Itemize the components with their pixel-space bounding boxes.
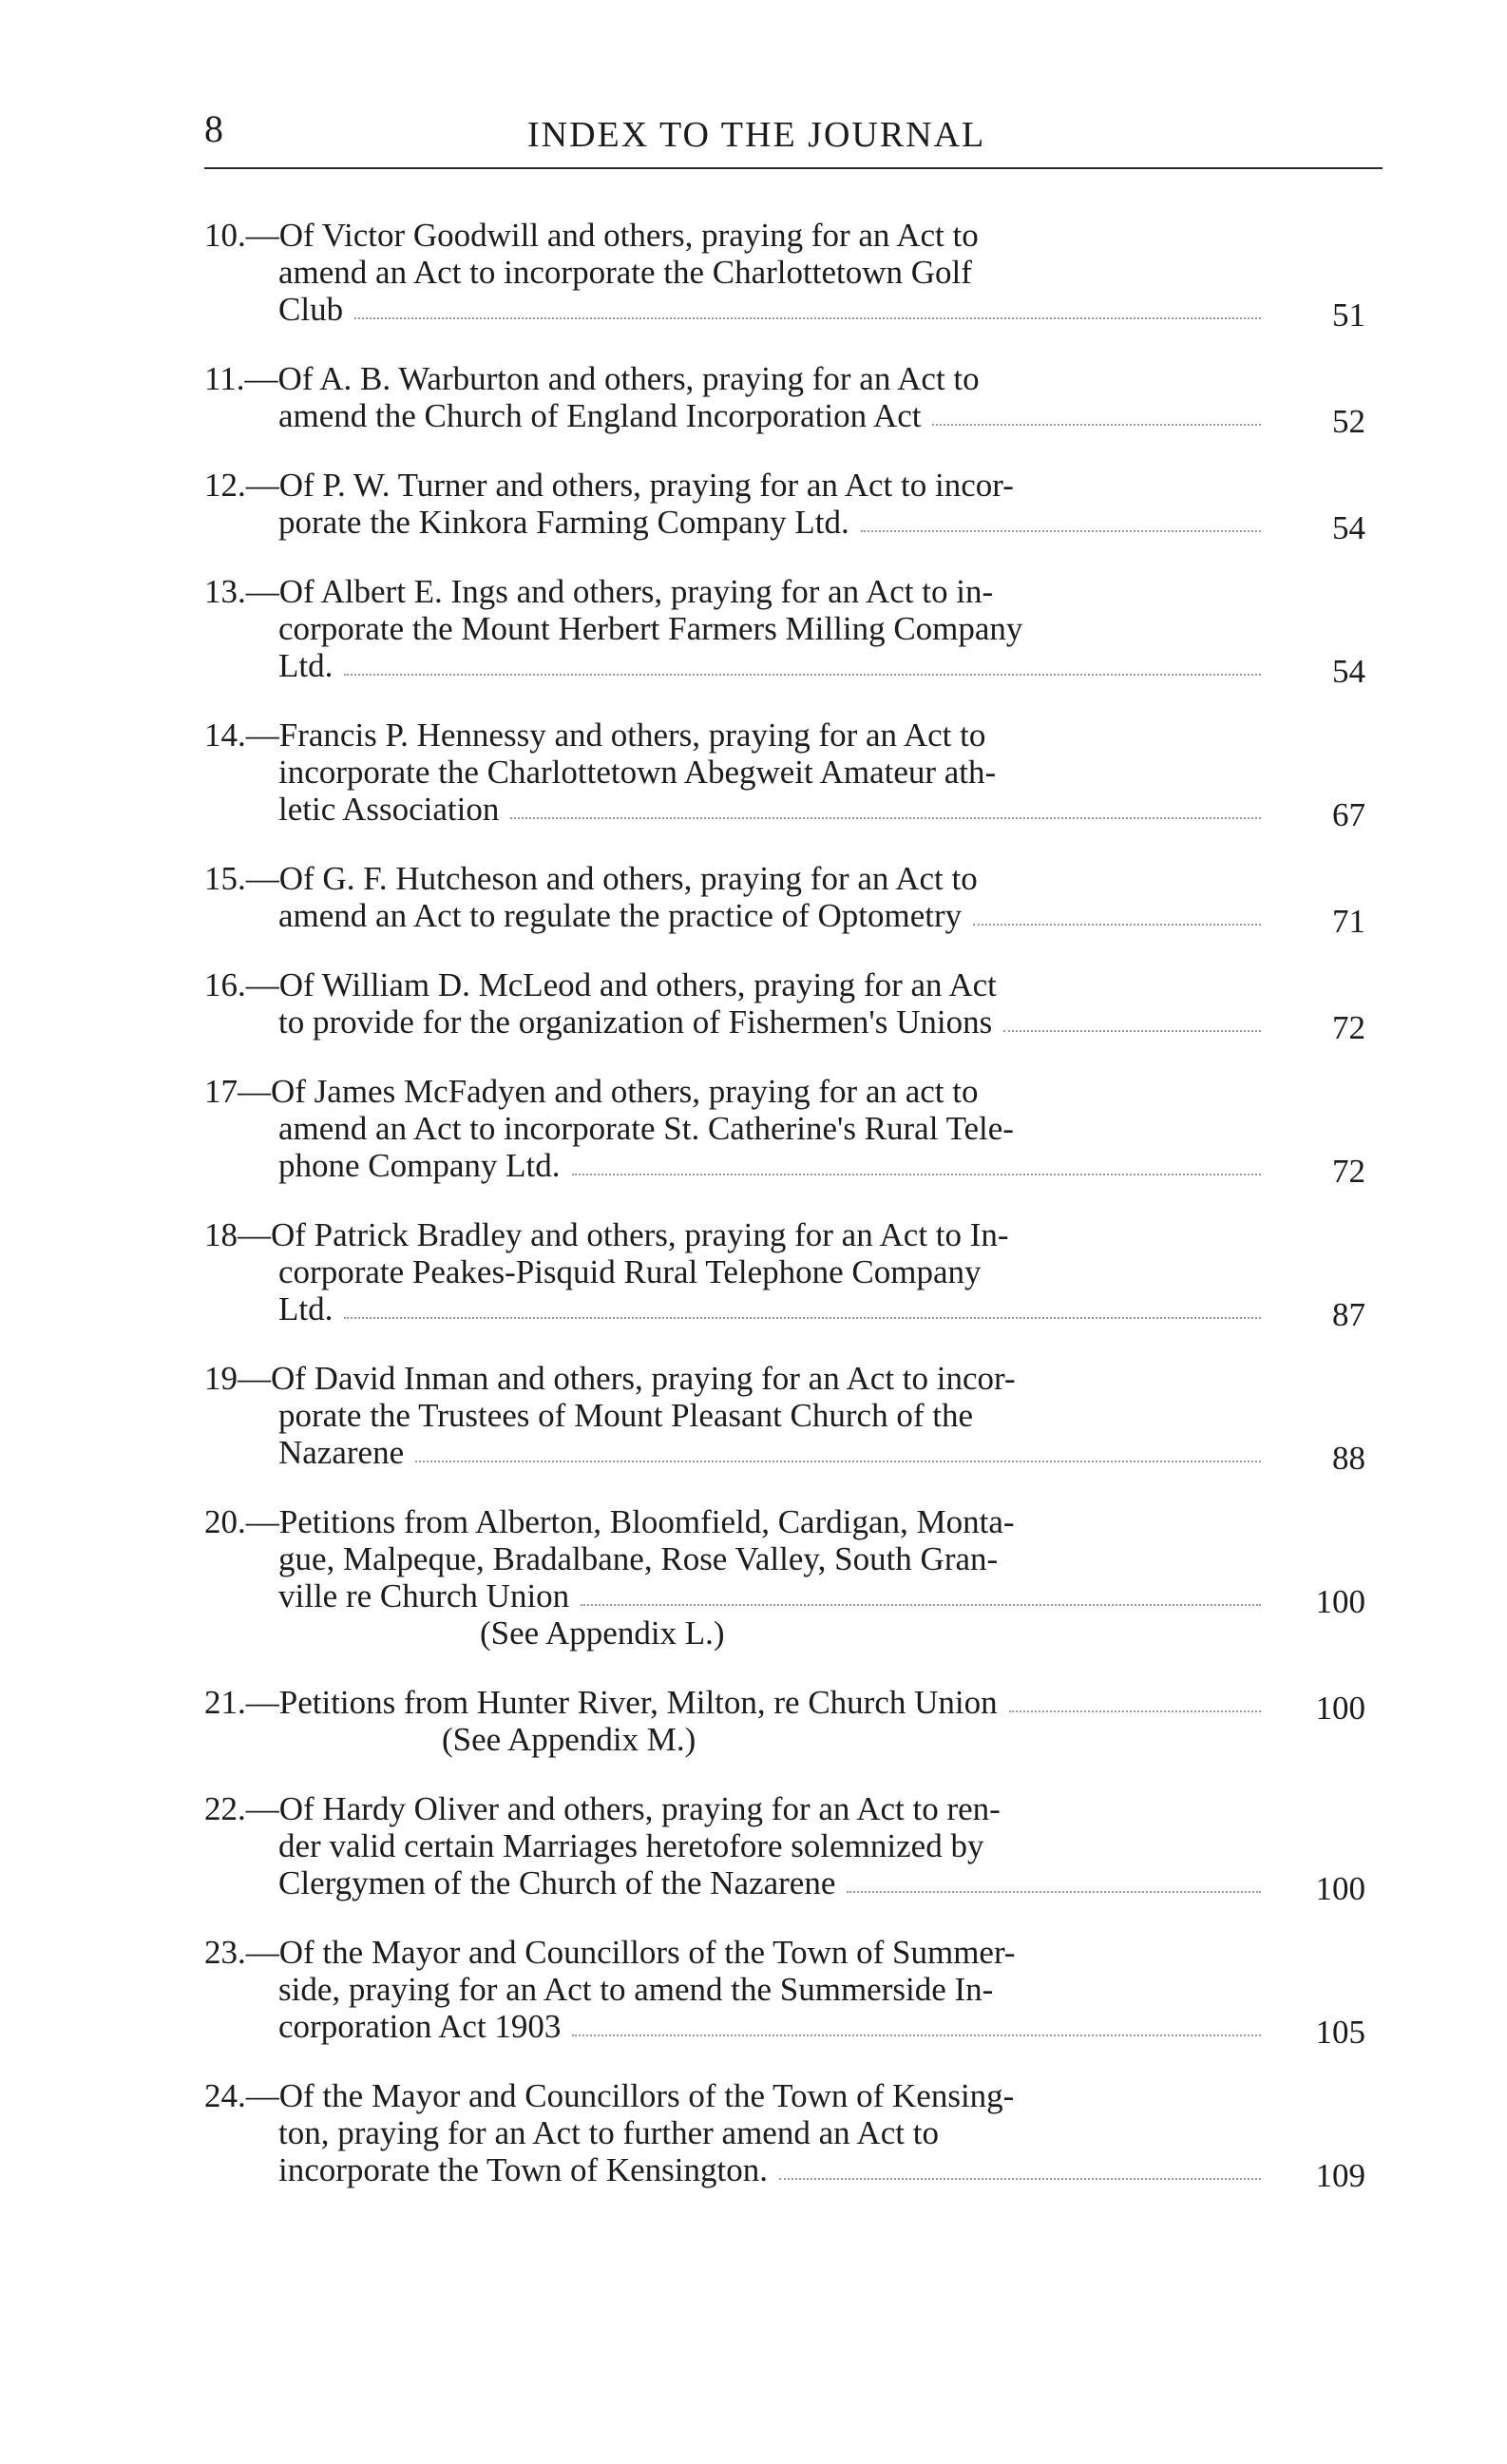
dot-leader [572, 2034, 1261, 2036]
entry-line: incorporate the Town of Kensington. [278, 2151, 768, 2188]
running-title: INDEX TO THE JOURNAL [527, 115, 986, 155]
dot-leader [572, 1174, 1262, 1175]
index-entry [204, 573, 1383, 690]
entry-line: ton, praying for an Act to further amend an Act to [278, 2114, 939, 2151]
index-entries [204, 217, 1383, 2221]
entry-line: gue, Malpeque, Bradalbane, Rose Valley, South Gran- [278, 1540, 999, 1577]
dot-leader [1003, 1030, 1261, 1032]
entry-line: amend an Act to regulate the practice of Optometry [278, 897, 963, 934]
page-reference: 54 [1332, 509, 1365, 546]
entry-line: Club [278, 291, 344, 328]
dot-leader [779, 2178, 1261, 2180]
entry-line: incorporate the Charlottetown Abegweit Amateur ath- [278, 754, 997, 791]
entry-line: 14.—Francis P. Hennessy and others, praying for an Act to [204, 716, 986, 754]
page-reference: 72 [1332, 1009, 1365, 1046]
entry-line: phone Company Ltd. [278, 1147, 561, 1184]
page-number: 8 [204, 107, 223, 150]
page-reference: 100 [1315, 1583, 1365, 1620]
entry-line: amend an Act to incorporate the Charlottetown Golf [278, 254, 972, 291]
page-reference: 100 [1315, 1870, 1365, 1907]
index-entry [204, 2077, 1383, 2194]
index-entry [204, 360, 1383, 440]
page-reference: 54 [1332, 653, 1365, 690]
entry-line: Nazarene [278, 1434, 405, 1471]
dot-leader [1009, 1710, 1261, 1712]
entry-line: corporate the Mount Herbert Farmers Milling Company [278, 610, 1023, 647]
index-entry [204, 1360, 1383, 1477]
dot-leader [415, 1461, 1261, 1462]
index-entry [204, 1684, 1383, 1758]
entry-line: 17—Of James McFadyen and others, praying for an act to [204, 1073, 979, 1110]
header-rule [204, 167, 1383, 169]
index-entry [204, 217, 1383, 334]
page-reference: 52 [1332, 403, 1365, 440]
entry-line: 11.—Of A. B. Warburton and others, praying for an Act to [204, 360, 980, 397]
page-reference: 100 [1315, 1690, 1365, 1727]
dot-leader [344, 1317, 1261, 1319]
entry-line: 12.—Of P. W. Turner and others, praying for an Act to incor- [204, 467, 1014, 504]
page-reference: 72 [1332, 1153, 1365, 1190]
index-entry [204, 716, 1383, 833]
dot-leader [510, 817, 1261, 819]
entry-line: letic Association [278, 791, 500, 828]
entry-line: ville re Church Union [278, 1577, 570, 1614]
entry-line: 24.—Of the Mayor and Councillors of the Town of Kensing- [204, 2077, 1015, 2114]
appendix-note: (See Appendix L.) [480, 1614, 725, 1652]
index-entry [204, 860, 1383, 940]
page-reference: 67 [1332, 796, 1365, 833]
dot-leader [861, 530, 1261, 532]
entry-line: 10.—Of Victor Goodwill and others, praying for an Act to [204, 217, 979, 254]
index-entry [204, 1073, 1383, 1190]
page-reference: 87 [1332, 1296, 1365, 1333]
index-entry [204, 1934, 1383, 2051]
dot-leader [973, 924, 1261, 926]
dot-leader [847, 1891, 1261, 1893]
index-entry [204, 1503, 1383, 1652]
entry-line: corporation Act 1903 [278, 2008, 562, 2045]
entry-line: 15.—Of G. F. Hutcheson and others, praying for an Act to [204, 860, 978, 897]
dot-leader [932, 424, 1261, 426]
entry-line: 16.—Of William D. McLeod and others, praying for an Act [204, 966, 997, 1003]
entry-line: 18—Of Patrick Bradley and others, praying for an Act to In- [204, 1216, 1009, 1253]
page-reference: 105 [1315, 2014, 1365, 2051]
entry-line: porate the Kinkora Farming Company Ltd. [278, 504, 849, 541]
entry-line: side, praying for an Act to amend the Summerside In- [278, 1971, 994, 2008]
entry-line: to provide for the organization of Fishermen's Unions [278, 1003, 993, 1041]
entry-line: corporate Peakes-Pisquid Rural Telephone Company [278, 1253, 982, 1290]
entry-line: 13.—Of Albert E. Ings and others, praying for an Act to in- [204, 573, 994, 610]
entry-line: amend an Act to incorporate St. Catherine's Rural Tele- [278, 1110, 1014, 1147]
page-reference: 88 [1332, 1440, 1365, 1477]
running-header [204, 106, 1383, 160]
appendix-note: (See Appendix M.) [442, 1721, 696, 1758]
index-entry [204, 966, 1383, 1046]
entry-line: 21.—Petitions from Hunter River, Milton, re Church Union [204, 1684, 998, 1721]
entry-line: Ltd. [278, 1290, 334, 1328]
page-reference: 71 [1332, 903, 1365, 940]
index-entry [204, 467, 1383, 546]
page-reference: 109 [1315, 2157, 1365, 2194]
entry-line: porate the Trustees of Mount Pleasant Church of the [278, 1397, 974, 1434]
dot-leader [581, 1604, 1261, 1606]
entry-line: Ltd. [278, 647, 334, 684]
index-entry [204, 1216, 1383, 1333]
entry-line: 20.—Petitions from Alberton, Bloomfield, Cardigan, Monta- [204, 1503, 1015, 1540]
dot-leader [354, 317, 1261, 319]
entry-line: amend the Church of England Incorporation Act [278, 397, 922, 434]
entry-line: der valid certain Marriages heretofore solemnized by [278, 1827, 984, 1864]
dot-leader [344, 674, 1261, 676]
page-reference: 51 [1332, 296, 1365, 334]
entry-line: 22.—Of Hardy Oliver and others, praying for an Act to ren- [204, 1790, 1001, 1827]
entry-line: Clergymen of the Church of the Nazarene [278, 1864, 836, 1901]
index-entry [204, 1790, 1383, 1907]
entry-line: 19—Of David Inman and others, praying for an Act to incor- [204, 1360, 1016, 1397]
entry-line: 23.—Of the Mayor and Councillors of the Town of Summer- [204, 1934, 1016, 1971]
